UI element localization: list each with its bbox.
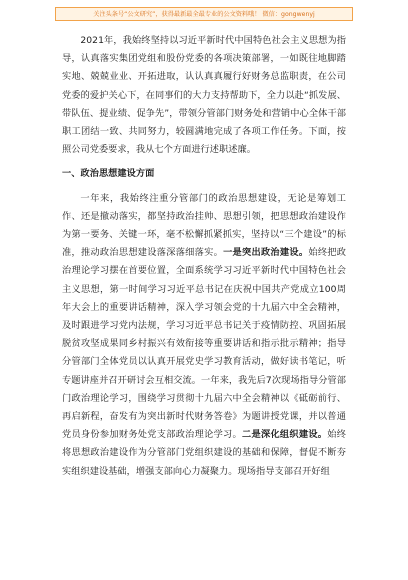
document-body [62,32,346,481]
body-paragraph [62,190,346,481]
body-text-c: 始终将思想政治建设作为分管部门党组织建设的基础和保障，督促不断夯实组织建设基础，增强支部向心力凝聚力。现场指导支部召开好组 [62,429,347,477]
intro-paragraph: 2021年，我始终坚持以习近平新时代中国特色社会主义思想为指导，认真落实集团党组和股份党委的各项决策部署，一如既往地脚踏实地、兢兢业业、开拓进取，认认真真履行好财务总监职责，在公司党委的爱护关心下，在同事们的大力支持帮助下，全力以赴“抓发展、带队伍、提业绩、促争先”，带领分管部门财务处和营销中心全体干部职工团结一致、共同努力，较圆满地完成了各项工作任务。下面，按照公司党委要求，我从七个方面进行述职述廉。 [62,35,346,156]
body-text-a: 一年来，我始终注重分管部门的政治思想建设，无论是筹划工作、还是撤动落实，都坚持政治挂帅、思想引领，把思想政治建设作为第一要务、关键一环，毫不松懈抓紧抓实，坚持以“三个建设”的标准，推动政治思想建设落深落细落实。 [62,192,346,259]
bold-lead-1: 一是突出政治建设。 [223,247,309,259]
section-heading: 一、政治思想建设方面 [62,168,155,180]
body-text-b: 始终把政治理论学习摆在首要位置，全面系统学习习近平新时代中国特色社会主义思想，第一时间学习习近平总书记在庆祝中国共产党成立100周年大会上的重要讲话精神，深入学习领会党的十九届六中全会精神，及时跟进学习党内法规，学习习近平总书记关于疫情防控、巩固拓展脱贫攻坚成果同乡村振兴有效衔接等重要讲话和指示批示精神；指导分管部门全体党员以认真开展党史学习教育活动，做好读书笔记，听专题讲座并召开研讨会互相交流。一年来，我先后7次现场指导分管部门政治理论学习，围绕学习贯彻十九届六中全会精神以《砥砺前行、再启新程，奋发有为突出新时代财务答卷》为题讲授党课，并以普通党员身份参加财务处党支部政治理论学习。 [62,247,347,441]
bold-lead-2: 二是深化组织建设。 [242,429,328,441]
promo-banner[interactable]: 关注头条号“公文研究”，获得最新最全最专业的公文资料哦！ 微信：gongwenyj [55,7,353,21]
